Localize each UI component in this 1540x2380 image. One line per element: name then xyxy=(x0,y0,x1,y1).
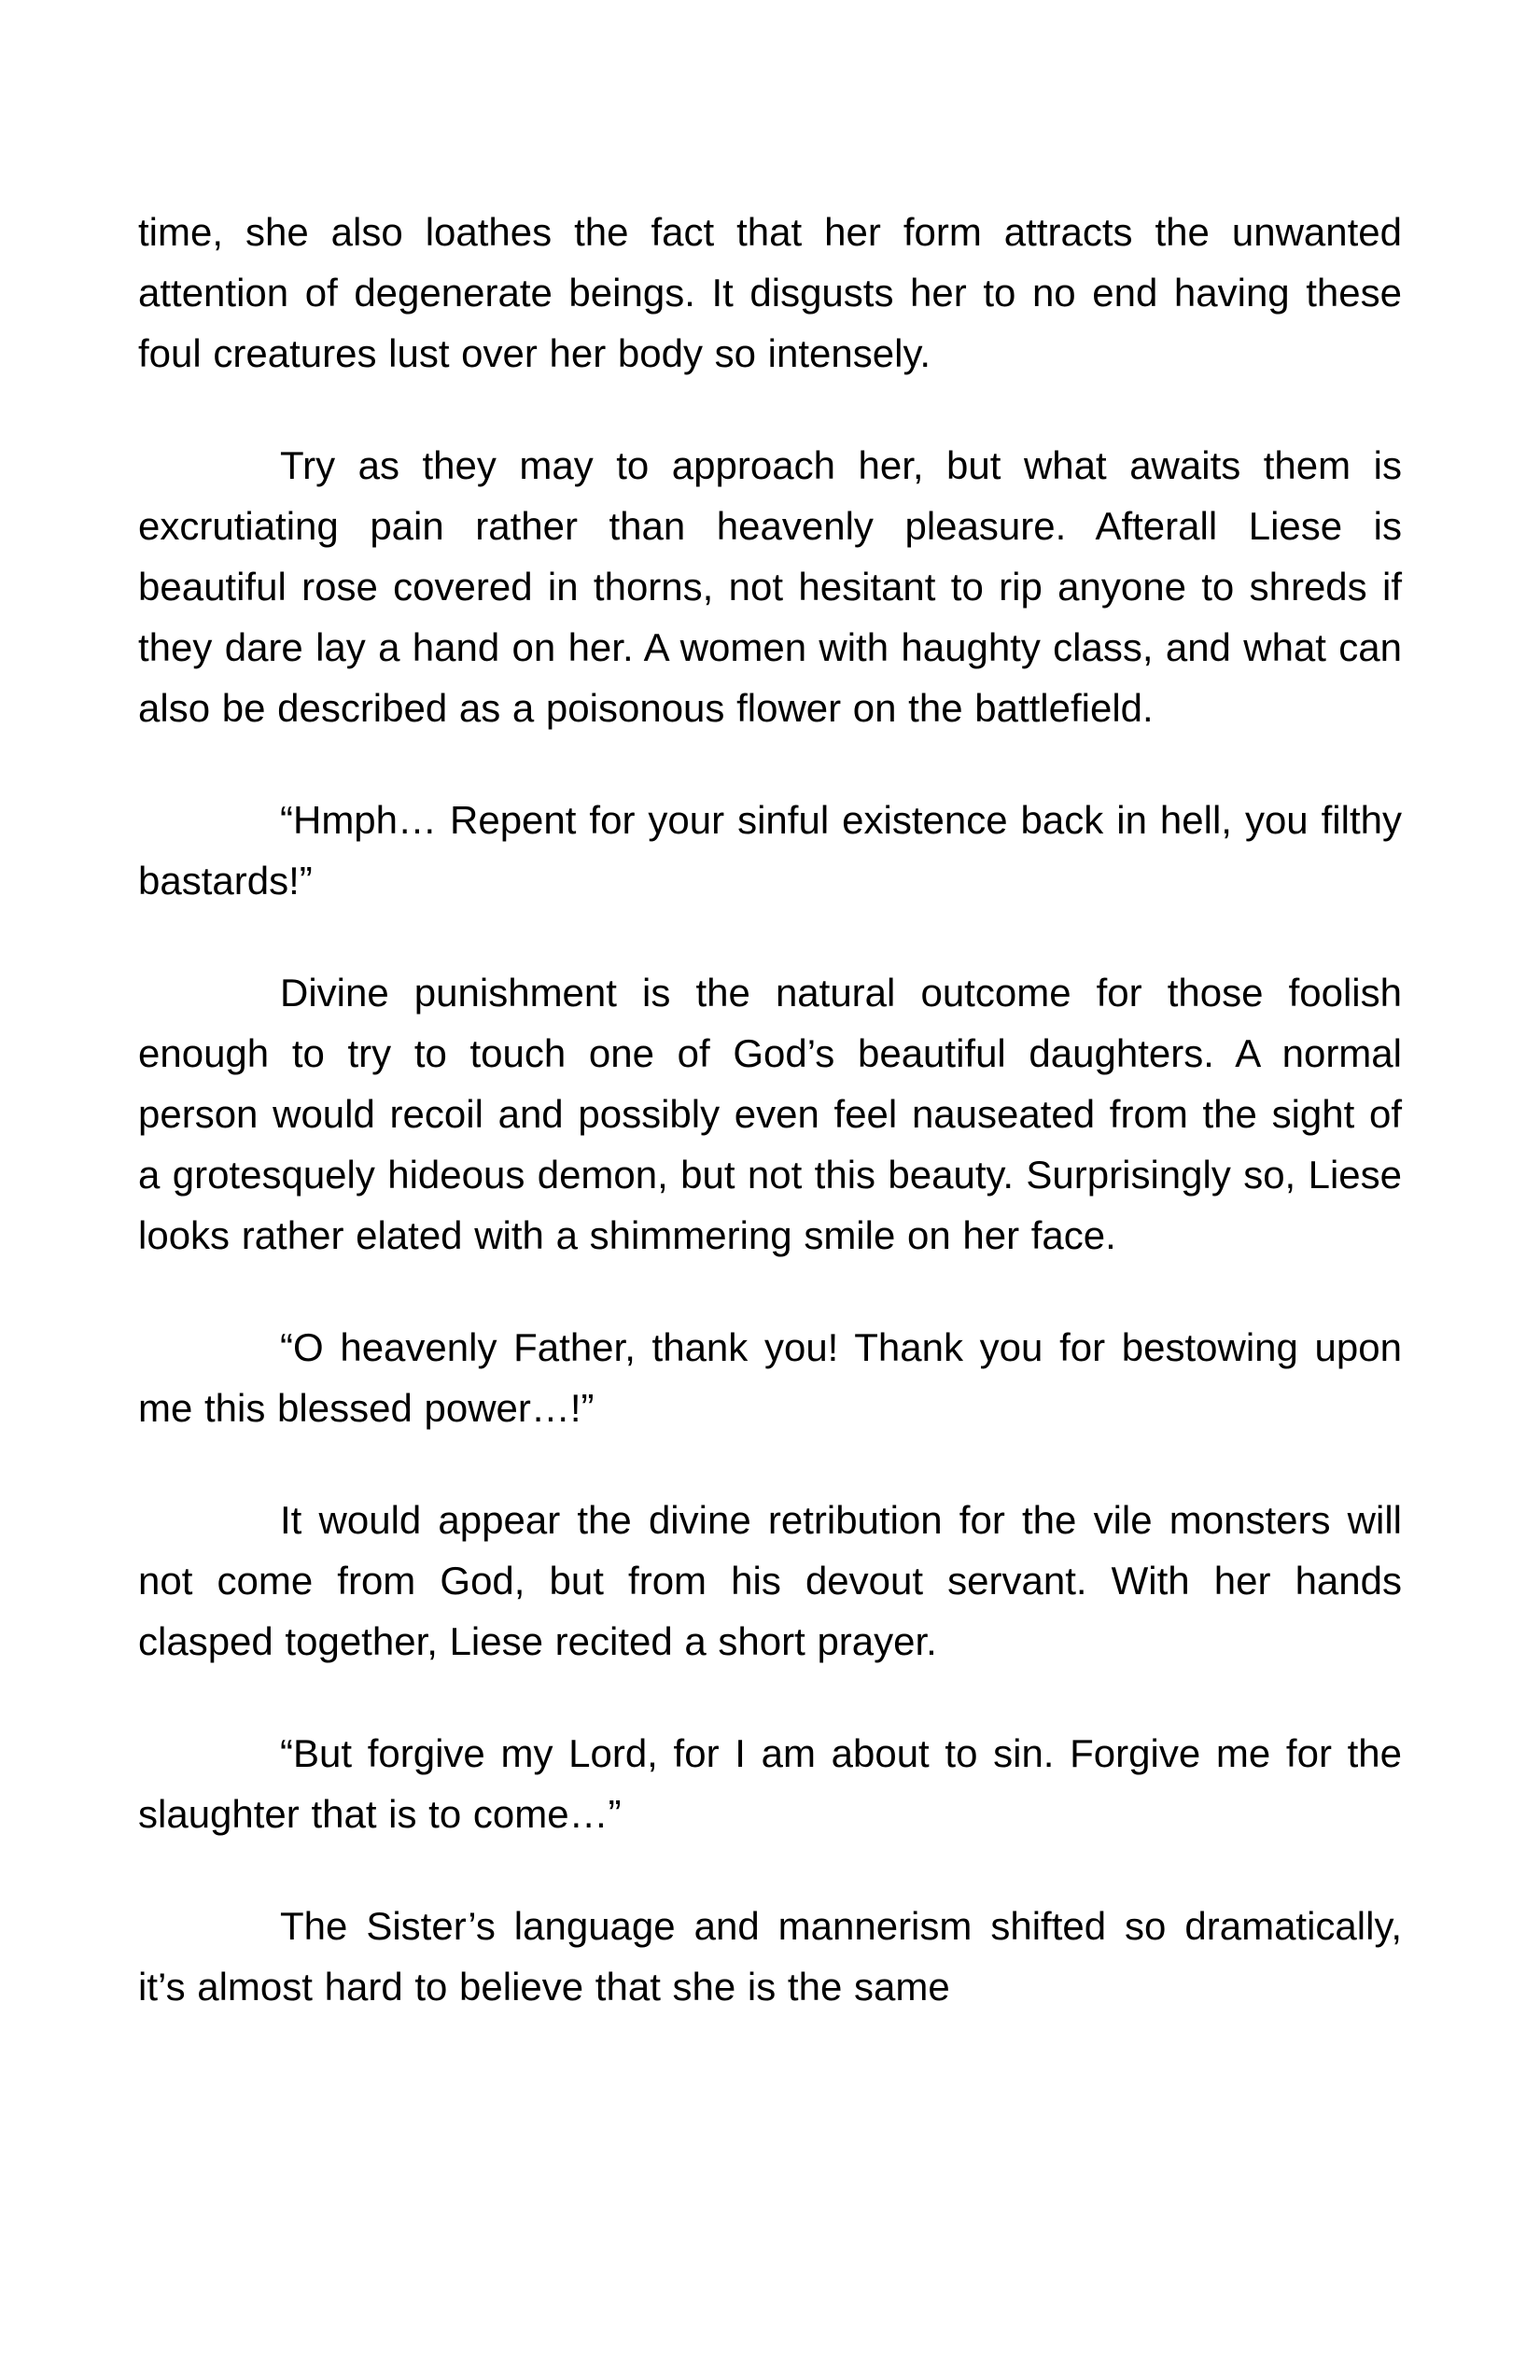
paragraph-dialogue: “O heavenly Father, thank you! Thank you for bestowing upon me this blessed power…!” xyxy=(138,1325,1402,1430)
paragraph: The Sister’s language and mannerism shifted so dramatically, it’s almost hard to believe that she is the same xyxy=(138,1904,1402,2009)
paragraph-dialogue: “Hmph… Repent for your sinful existence back in hell, you filthy bastards!” xyxy=(138,798,1402,903)
paragraph: Try as they may to approach her, but what awaits them is excrutiating pain rather than heavenly pleasure. Afterall Liese is beautiful rose covered in thorns, not hesitant to rip anyone to shreds if they dare lay a hand on her. A women with haughty class, and what can also be described as a poisonous flower on the battlefield. xyxy=(138,443,1402,730)
paragraph-dialogue: “But forgive my Lord, for I am about to sin. Forgive me for the slaughter that is to come…” xyxy=(138,1731,1402,1836)
paragraph: It would appear the divine retribution for the vile monsters will not come from God, but from his devout servant. With her hands clasped together, Liese recited a short prayer. xyxy=(138,1498,1402,1663)
paragraph: Divine punishment is the natural outcome for those foolish enough to try to touch one of God’s beautiful daughters. A normal person would recoil and possibly even feel nauseated from the sight of a grotesquely hideous demon, but not this beauty. Surprisingly so, Liese looks rather elated with a shimmering smile on her face. xyxy=(138,971,1402,1257)
paragraph: time, she also loathes the fact that her form attracts the unwanted attention of degenerate beings. It disgusts her to no end having these foul creatures lust over her body so intensely. xyxy=(138,210,1402,375)
